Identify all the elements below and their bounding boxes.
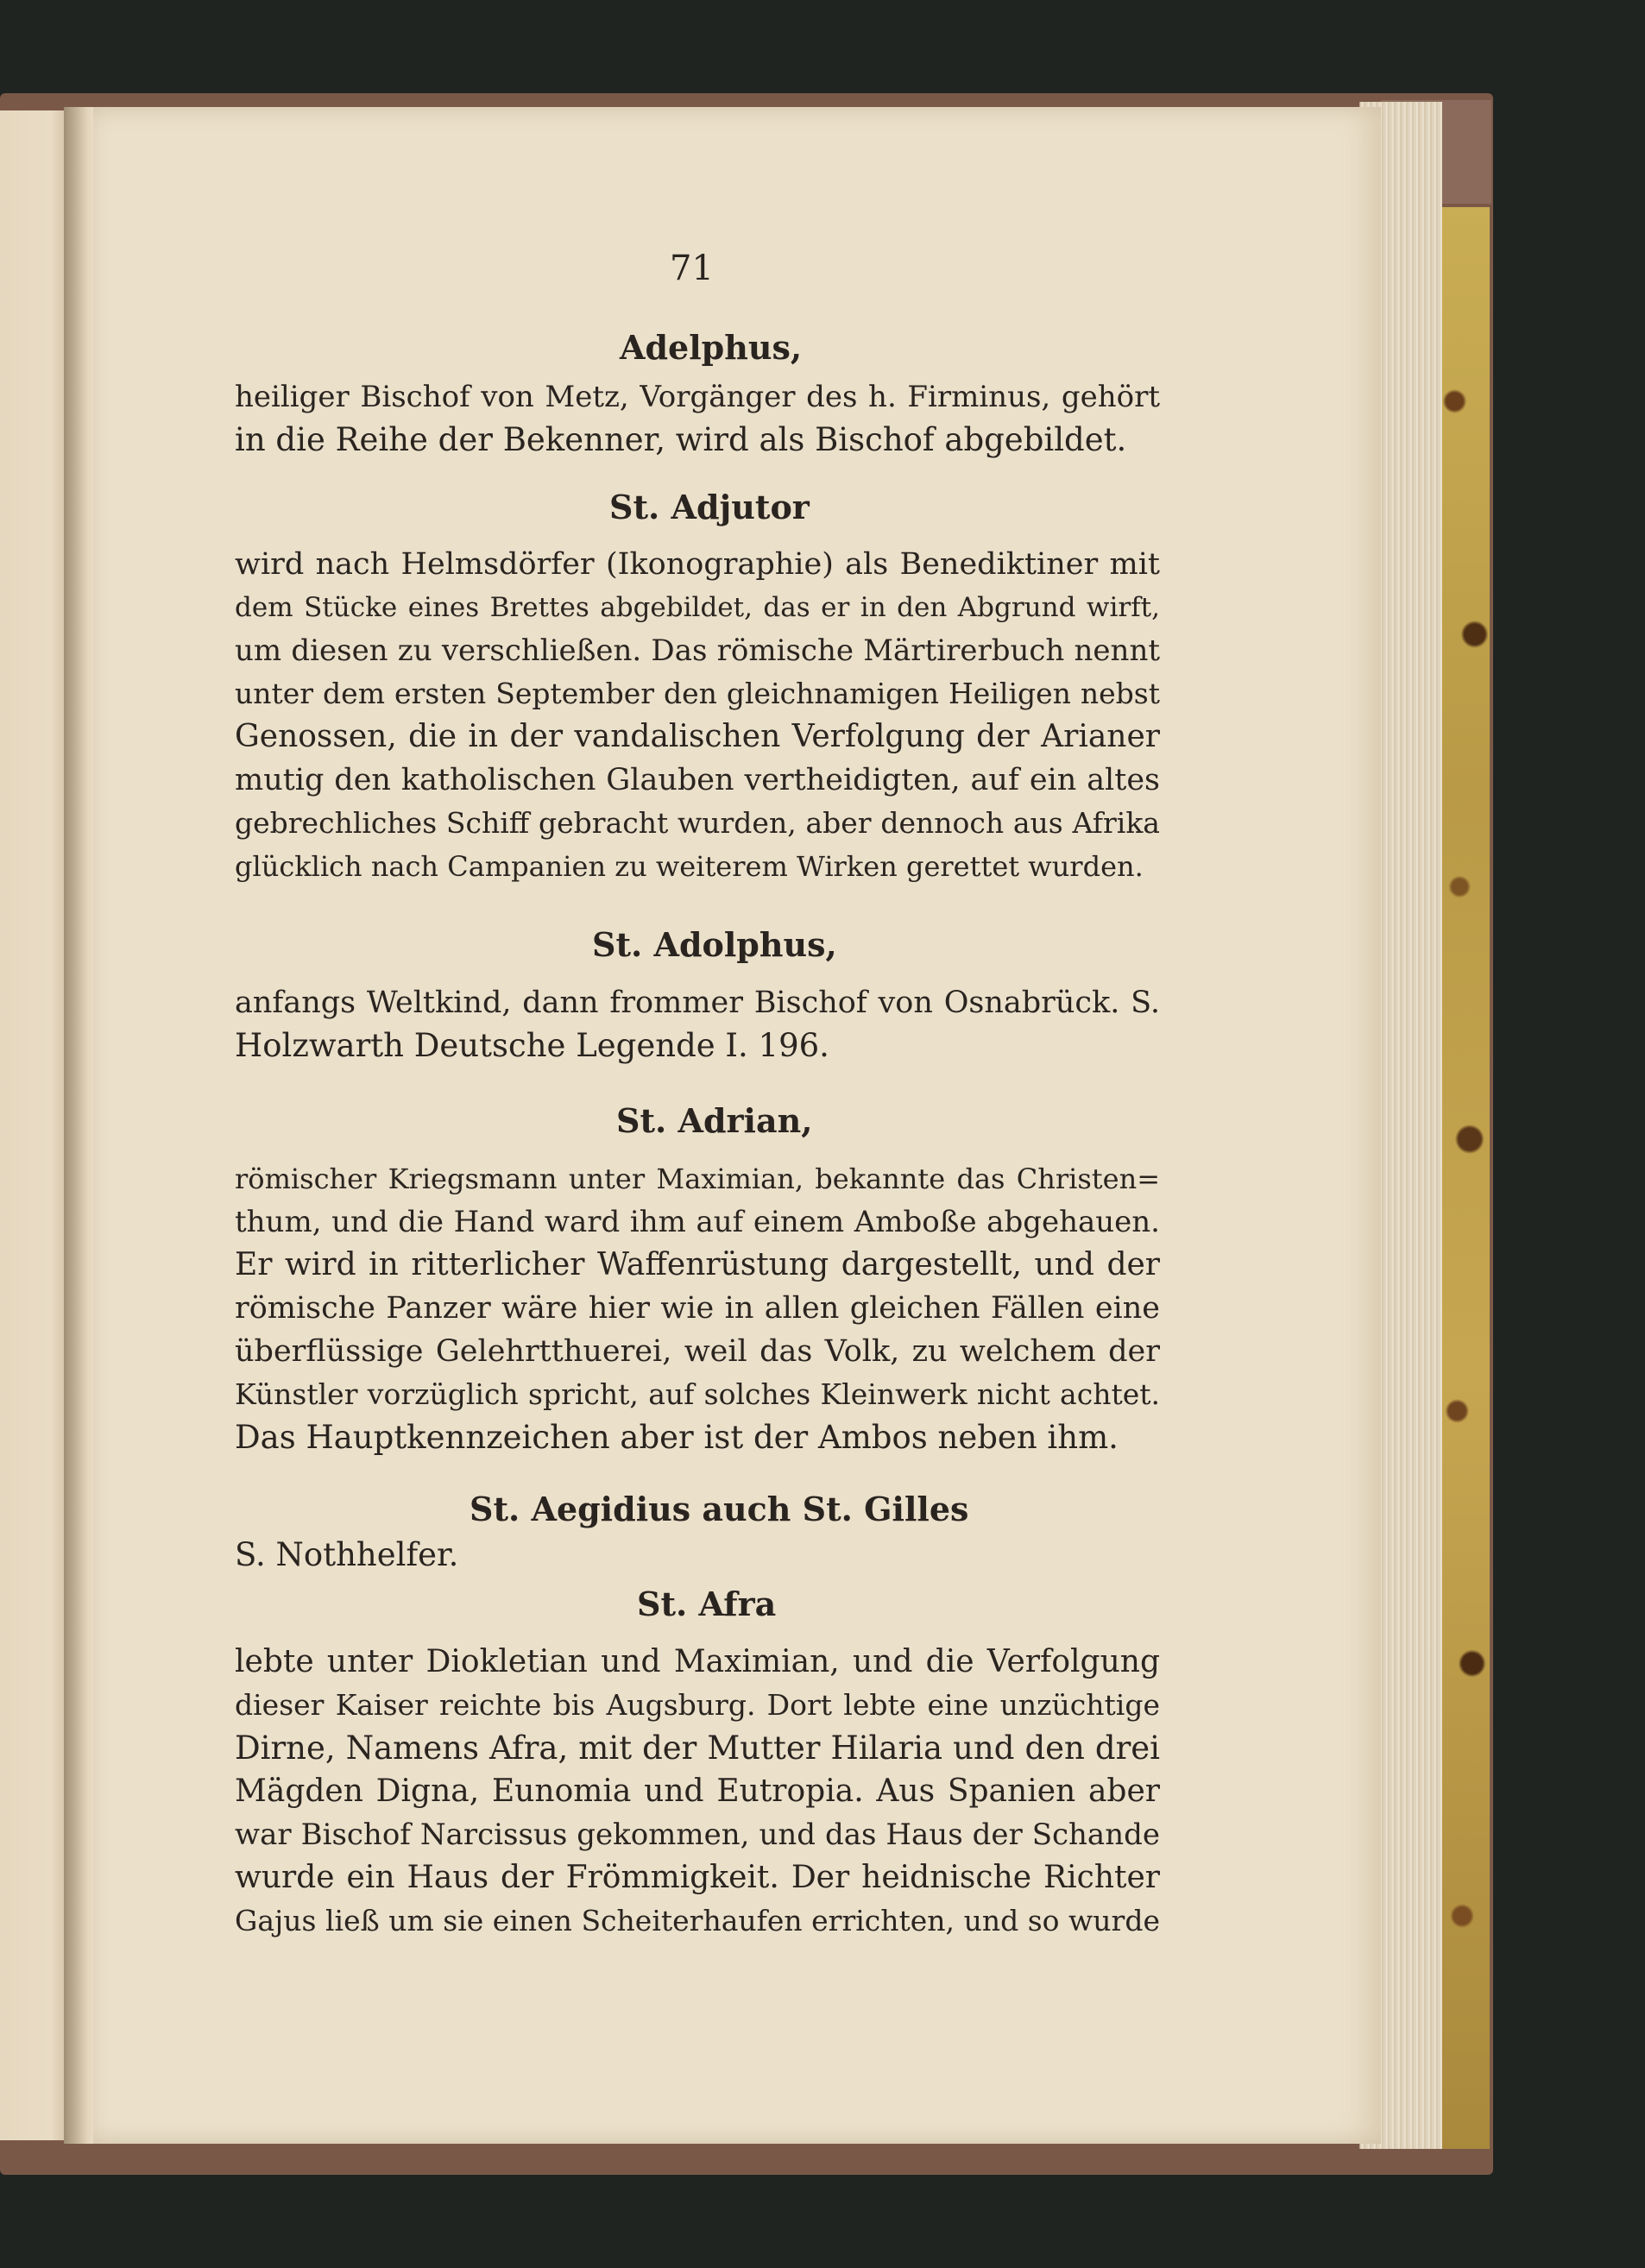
text-line: Gajus ließ um sie einen Scheiterhaufen errichten, und so wurde <box>235 1904 1160 1937</box>
text-line: glücklich nach Campanien zu weiterem Wirken gerettet wurden. <box>235 850 1144 883</box>
text-line: um diesen zu verschließen. Das römische Märtirerbuch nennt <box>235 633 1160 668</box>
text-line: Dirne, Namens Afra, mit der Mutter Hilaria und den drei <box>235 1729 1160 1767</box>
text-line: gebrechliches Schiff gebracht wurden, aber dennoch aus Afrika <box>235 806 1160 840</box>
entry-heading: St. Adolphus, <box>592 925 837 964</box>
page-number: 71 <box>670 249 714 288</box>
text-line: römischer Kriegsmann unter Maximian, bekannte das Christen= <box>235 1162 1160 1195</box>
text-line: anfangs Weltkind, dann frommer Bischof von Osnabrück. S. <box>235 986 1160 1020</box>
entry-heading: Adelphus, <box>620 328 803 367</box>
entry-heading: St. Adjutor <box>609 488 810 526</box>
text-line: unter dem ersten September den gleichnamigen Heiligen nebst <box>235 677 1160 710</box>
text-line: dem Stücke eines Brettes abgebildet, das er in den Abgrund wirft, <box>235 592 1160 623</box>
text-line: war Bischof Narcissus gekommen, und das Haus der Schande <box>235 1818 1160 1852</box>
text-line: mutig den katholischen Glauben vertheidigten, auf ein altes <box>235 763 1160 797</box>
text-line: Holzwarth Deutsche Legende I. 196. <box>235 1027 829 1064</box>
text-line: Das Hauptkennzeichen aber ist der Ambos neben ihm. <box>235 1419 1119 1456</box>
text-line: wird nach Helmsdörfer (Ikonographie) als Benediktiner mit <box>235 547 1160 582</box>
text-line: dieser Kaiser reichte bis Augsburg. Dort lebte eine unzüchtige <box>235 1688 1160 1722</box>
text-line: S. Nothhelfer. <box>235 1536 459 1573</box>
text-line: römische Panzer wäre hier wie in allen gleichen Fällen eine <box>235 1291 1160 1326</box>
marbled-edge <box>1440 207 1490 2149</box>
text-line: heiliger Bischof von Metz, Vorgänger des h. Firminus, gehört <box>235 380 1160 414</box>
text-line: wurde ein Haus der Frömmigkeit. Der heidnische Richter <box>235 1860 1160 1895</box>
left-page-edge <box>0 110 72 2140</box>
text-line: Künstler vorzüglich spricht, auf solches Kleinwerk nicht achtet. <box>235 1377 1160 1411</box>
entry-heading: St. Afra <box>637 1584 777 1623</box>
text-line: in die Reihe der Bekenner, wird als Bischof abgebildet. <box>235 421 1127 458</box>
text-line: Er wird in ritterlicher Waffenrüstung dargestellt, und der <box>235 1247 1160 1282</box>
text-line: überflüssige Gelehrtthuerei, weil das Volk, zu welchem der <box>235 1334 1160 1369</box>
entry-heading: St. Aegidius auch St. Gilles <box>470 1490 969 1528</box>
text-line: Genossen, die in der vandalischen Verfolgung der Arianer <box>235 719 1160 754</box>
text-line: lebte unter Diokletian und Maximian, und die Verfolgung <box>235 1644 1160 1679</box>
text-line: Mägden Digna, Eunomia und Eutropia. Aus Spanien aber <box>235 1773 1160 1809</box>
entry-heading: St. Adrian, <box>616 1101 813 1140</box>
book-gutter <box>64 107 93 2144</box>
text-line: thum, und die Hand ward ihm auf einem Amboße abgehauen. <box>235 1205 1160 1239</box>
